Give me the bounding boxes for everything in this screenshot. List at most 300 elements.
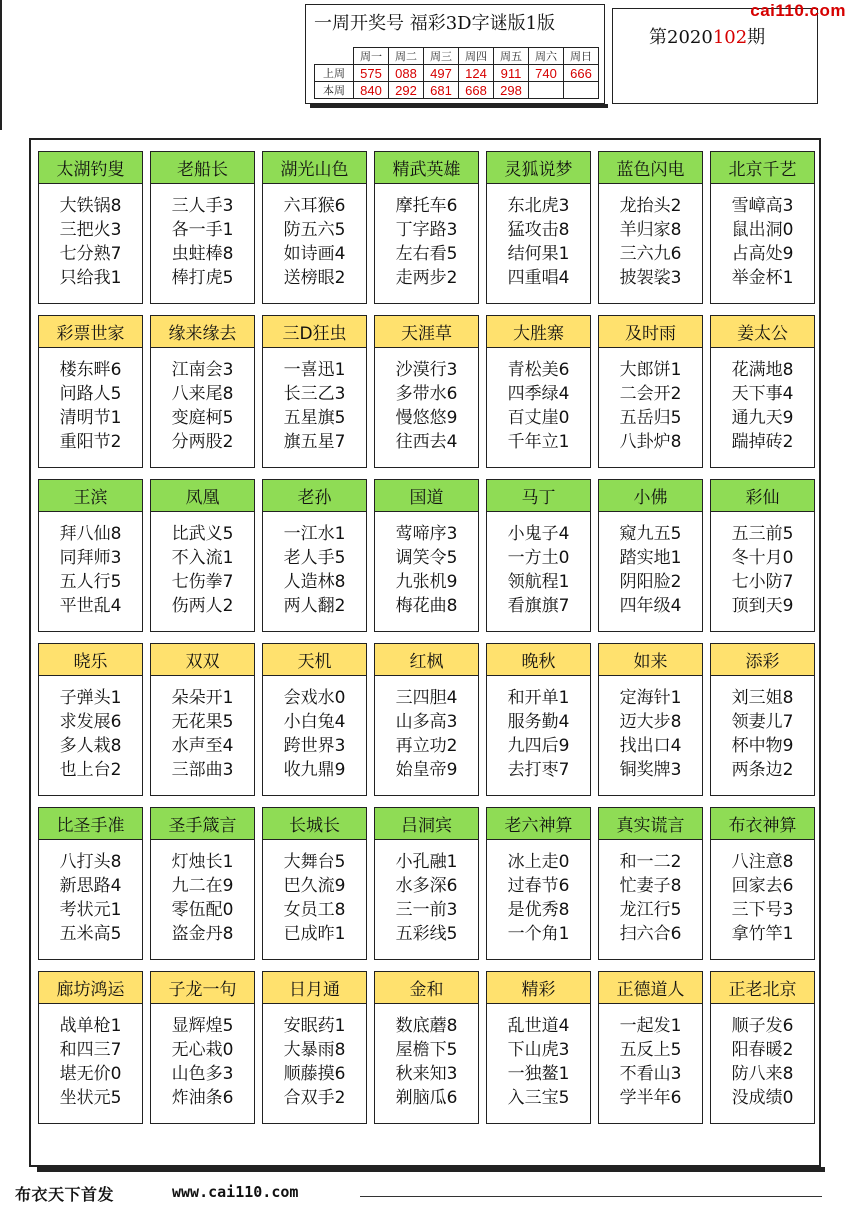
riddle-line: 八来尾8 <box>171 384 234 404</box>
card-author: 子龙一句 <box>151 972 254 1004</box>
riddle-line: 江南会3 <box>171 360 234 380</box>
riddle-line: 一喜迅1 <box>283 360 346 380</box>
riddle-line: 山色多3 <box>171 1064 234 1084</box>
footer-url: www.cai110.com <box>172 1183 299 1201</box>
riddle-card <box>38 479 143 632</box>
riddle-line: 平世乱4 <box>59 596 122 616</box>
riddle-grid <box>38 151 815 1124</box>
riddle-line: 占高处9 <box>731 244 794 264</box>
riddle-line: 子弹头1 <box>59 688 122 708</box>
card-author: 老六神算 <box>487 808 590 840</box>
riddle-line: 再立功2 <box>395 736 458 756</box>
riddle-card <box>598 807 703 960</box>
card-body <box>151 840 254 946</box>
riddle-line: 九张机9 <box>395 572 458 592</box>
riddle-line: 五彩线5 <box>395 924 458 944</box>
riddle-card <box>38 971 143 1124</box>
riddle-line: 铜奖牌3 <box>619 760 682 780</box>
card-author: 如来 <box>599 644 702 676</box>
card-author: 及时雨 <box>599 316 702 348</box>
card-author: 王滨 <box>39 480 142 512</box>
riddle-line: 五岳归5 <box>619 408 682 428</box>
riddle-line: 雪嶂高3 <box>731 196 794 216</box>
riddle-line: 杯中物9 <box>731 736 794 756</box>
footer-divider <box>360 1196 822 1197</box>
card-body <box>151 512 254 618</box>
riddle-line: 也上台2 <box>59 760 122 780</box>
riddle-line: 往西去4 <box>395 432 458 452</box>
card-body <box>711 348 814 454</box>
riddle-line: 羊归家8 <box>619 220 682 240</box>
card-body <box>711 512 814 618</box>
draw-table <box>314 47 599 99</box>
riddle-line: 摩托车6 <box>395 196 458 216</box>
card-body <box>711 676 814 782</box>
riddle-line: 领航程1 <box>507 572 570 592</box>
riddle-card <box>262 151 367 304</box>
riddle-line: 找出口4 <box>619 736 682 756</box>
riddle-line: 冬十月0 <box>731 548 794 568</box>
draw-number: 740 <box>529 65 564 82</box>
card-body <box>711 1004 814 1110</box>
riddle-line: 楼东畔6 <box>59 360 122 380</box>
card-body <box>151 1004 254 1110</box>
riddle-line: 阳春暖2 <box>731 1040 794 1060</box>
riddle-line: 猛攻击8 <box>507 220 570 240</box>
riddle-frame <box>29 138 821 1167</box>
riddle-card <box>374 971 479 1124</box>
riddle-line: 人造林8 <box>283 572 346 592</box>
riddle-line: 不看山3 <box>619 1064 682 1084</box>
card-author: 湖光山色 <box>263 152 366 184</box>
riddle-line: 拿竹竿1 <box>731 924 794 944</box>
riddle-line: 回家去6 <box>731 876 794 896</box>
riddle-line: 五反上5 <box>619 1040 682 1060</box>
card-body <box>711 840 814 946</box>
riddle-line: 龙江行5 <box>619 900 682 920</box>
card-author: 圣手箴言 <box>151 808 254 840</box>
card-body <box>599 1004 702 1110</box>
card-body <box>487 840 590 946</box>
riddle-line: 拜八仙8 <box>59 524 122 544</box>
weekday-row <box>315 48 599 65</box>
draw-number: 840 <box>354 82 389 99</box>
riddle-line: 六耳猴6 <box>283 196 346 216</box>
riddle-card <box>374 479 479 632</box>
riddle-line: 送榜眼2 <box>283 268 346 288</box>
card-body <box>375 840 478 946</box>
card-body <box>151 348 254 454</box>
riddle-line: 三人手3 <box>171 196 234 216</box>
riddle-line: 如诗画4 <box>283 244 346 264</box>
issue-prefix: 第2020 <box>649 27 713 48</box>
card-author: 蓝色闪电 <box>599 152 702 184</box>
riddle-card <box>486 151 591 304</box>
riddle-card <box>150 315 255 468</box>
riddle-line: 老人手5 <box>283 548 346 568</box>
weekday-cell: 周六 <box>529 48 564 65</box>
draw-number <box>529 82 564 99</box>
card-author: 廊坊鸿运 <box>39 972 142 1004</box>
card-author: 晚秋 <box>487 644 590 676</box>
riddle-line: 天下事4 <box>731 384 794 404</box>
card-author: 老船长 <box>151 152 254 184</box>
riddle-card <box>262 807 367 960</box>
card-body <box>487 348 590 454</box>
card-author: 国道 <box>375 480 478 512</box>
riddle-line: 和开单1 <box>507 688 570 708</box>
riddle-line: 去打枣7 <box>507 760 570 780</box>
issue-highlight: 102 <box>712 27 748 48</box>
riddle-line: 三下号3 <box>731 900 794 920</box>
riddle-line: 小白兔4 <box>283 712 346 732</box>
card-body <box>39 512 142 618</box>
card-body <box>375 512 478 618</box>
riddle-line: 无花果5 <box>171 712 234 732</box>
riddle-line: 旗五星7 <box>283 432 346 452</box>
riddle-line: 四季绿4 <box>507 384 570 404</box>
riddle-line: 学半年6 <box>619 1088 682 1108</box>
riddle-line: 刘三姐8 <box>731 688 794 708</box>
riddle-line: 多带水6 <box>395 384 458 404</box>
card-author: 姜太公 <box>711 316 814 348</box>
riddle-line: 青松美6 <box>507 360 570 380</box>
riddle-line: 跨世界3 <box>283 736 346 756</box>
riddle-line: 三把火3 <box>59 220 122 240</box>
riddle-line: 踹掉砖2 <box>731 432 794 452</box>
riddle-line: 七伤拳7 <box>171 572 234 592</box>
riddle-line: 水声至4 <box>171 736 234 756</box>
riddle-line: 收九鼎9 <box>283 760 346 780</box>
riddle-card <box>150 643 255 796</box>
card-body <box>263 676 366 782</box>
riddle-line: 七分熟7 <box>59 244 122 264</box>
riddle-line: 慢悠悠9 <box>395 408 458 428</box>
riddle-line: 是优秀8 <box>507 900 570 920</box>
riddle-card <box>710 971 815 1124</box>
riddle-line: 重阳节2 <box>59 432 122 452</box>
card-body <box>375 676 478 782</box>
riddle-line: 过春节6 <box>507 876 570 896</box>
riddle-line: 显辉煌5 <box>171 1016 234 1036</box>
card-author: 日月通 <box>263 972 366 1004</box>
card-body <box>487 1004 590 1110</box>
riddle-line: 调笑令5 <box>395 548 458 568</box>
card-author: 大胜寨 <box>487 316 590 348</box>
riddle-line: 百丈崖0 <box>507 408 570 428</box>
riddle-line: 长三乙3 <box>283 384 346 404</box>
riddle-card <box>38 151 143 304</box>
riddle-line: 东北虎3 <box>507 196 570 216</box>
riddle-line: 花满地8 <box>731 360 794 380</box>
card-body <box>599 512 702 618</box>
footer-brand: 布衣天下首发 <box>15 1185 115 1204</box>
draw-number: 911 <box>494 65 529 82</box>
card-body <box>487 184 590 290</box>
card-body <box>487 512 590 618</box>
riddle-line: 多人栽8 <box>59 736 122 756</box>
riddle-line: 八打头8 <box>59 852 122 872</box>
card-author: 正老北京 <box>711 972 814 1004</box>
draw-number: 298 <box>494 82 529 99</box>
weekday-cell: 周五 <box>494 48 529 65</box>
riddle-card <box>486 315 591 468</box>
riddle-line: 女员工8 <box>283 900 346 920</box>
row-label: 上周 <box>315 65 354 82</box>
riddle-card <box>38 643 143 796</box>
riddle-line: 水多深6 <box>395 876 458 896</box>
card-author: 彩仙 <box>711 480 814 512</box>
riddle-card <box>374 643 479 796</box>
riddle-line: 莺啼序3 <box>395 524 458 544</box>
riddle-line: 披袈裟3 <box>619 268 682 288</box>
riddle-line: 鼠出洞0 <box>731 220 794 240</box>
riddle-card <box>486 479 591 632</box>
card-author: 天机 <box>263 644 366 676</box>
corner-cell <box>315 48 354 65</box>
riddle-line: 走两步2 <box>395 268 458 288</box>
row-label: 本周 <box>315 82 354 99</box>
riddle-line: 顺子发6 <box>731 1016 794 1036</box>
card-author: 精武英雄 <box>375 152 478 184</box>
riddle-line: 新思路4 <box>59 876 122 896</box>
riddle-card <box>710 479 815 632</box>
this-week-row <box>315 82 599 99</box>
left-edge-rule <box>0 0 2 130</box>
riddle-line: 防八来8 <box>731 1064 794 1084</box>
card-author: 布衣神算 <box>711 808 814 840</box>
card-body <box>39 1004 142 1110</box>
riddle-line: 举金杯1 <box>731 268 794 288</box>
draw-number: 124 <box>459 65 494 82</box>
card-author: 金和 <box>375 972 478 1004</box>
riddle-line: 入三宝5 <box>507 1088 570 1108</box>
card-author: 真实谎言 <box>599 808 702 840</box>
riddle-card <box>710 643 815 796</box>
riddle-line: 梅花曲8 <box>395 596 458 616</box>
card-author: 比圣手准 <box>39 808 142 840</box>
riddle-line: 三一前3 <box>395 900 458 920</box>
riddle-card <box>262 315 367 468</box>
riddle-line: 伤两人2 <box>171 596 234 616</box>
riddle-line: 堪无价0 <box>59 1064 122 1084</box>
riddle-line: 各一手1 <box>171 220 234 240</box>
riddle-line: 变庭柯5 <box>171 408 234 428</box>
card-body <box>375 184 478 290</box>
riddle-line: 龙抬头2 <box>619 196 682 216</box>
card-author: 北京千艺 <box>711 152 814 184</box>
card-author: 天涯草 <box>375 316 478 348</box>
draw-number: 668 <box>459 82 494 99</box>
riddle-line: 数底蘑8 <box>395 1016 458 1036</box>
draw-number: 497 <box>424 65 459 82</box>
riddle-line: 顶到天9 <box>731 596 794 616</box>
riddle-line: 棒打虎5 <box>171 268 234 288</box>
riddle-card <box>150 807 255 960</box>
riddle-card <box>38 807 143 960</box>
riddle-line: 忙妻子8 <box>619 876 682 896</box>
riddle-card <box>598 479 703 632</box>
draw-number: 666 <box>564 65 599 82</box>
riddle-line: 五三前5 <box>731 524 794 544</box>
riddle-card <box>710 315 815 468</box>
card-author: 晓乐 <box>39 644 142 676</box>
card-body <box>263 512 366 618</box>
card-author: 彩票世家 <box>39 316 142 348</box>
riddle-line: 两人翻2 <box>283 596 346 616</box>
panel-title: 一周开奖号 福彩3D字谜版1版 <box>314 13 556 34</box>
riddle-card <box>262 479 367 632</box>
issue-suffix: 期 <box>747 27 766 48</box>
weekday-cell: 周一 <box>354 48 389 65</box>
card-author: 吕洞宾 <box>375 808 478 840</box>
riddle-line: 九四后9 <box>507 736 570 756</box>
weekday-cell: 周三 <box>424 48 459 65</box>
card-author: 双双 <box>151 644 254 676</box>
card-author: 灵狐说梦 <box>487 152 590 184</box>
riddle-line: 大暴雨8 <box>283 1040 346 1060</box>
riddle-line: 安眠药1 <box>283 1016 346 1036</box>
riddle-line: 定海针1 <box>619 688 682 708</box>
riddle-card <box>486 971 591 1124</box>
weekday-cell: 周日 <box>564 48 599 65</box>
card-body <box>599 184 702 290</box>
card-author: 小佛 <box>599 480 702 512</box>
draw-number <box>564 82 599 99</box>
riddle-card <box>374 151 479 304</box>
riddle-line: 巴久流9 <box>283 876 346 896</box>
riddle-line: 合双手2 <box>283 1088 346 1108</box>
site-watermark: cai110.com <box>750 1 846 20</box>
riddle-card <box>374 807 479 960</box>
riddle-line: 同拜师3 <box>59 548 122 568</box>
riddle-line: 和四三7 <box>59 1040 122 1060</box>
riddle-line: 无心栽0 <box>171 1040 234 1060</box>
riddle-line: 和一二2 <box>619 852 682 872</box>
riddle-line: 领妻儿7 <box>731 712 794 732</box>
riddle-line: 问路人5 <box>59 384 122 404</box>
riddle-line: 不入流1 <box>171 548 234 568</box>
riddle-line: 剃脑瓜6 <box>395 1088 458 1108</box>
riddle-line: 踏实地1 <box>619 548 682 568</box>
card-author: 缘来缘去 <box>151 316 254 348</box>
card-body <box>39 184 142 290</box>
riddle-line: 看旗旗7 <box>507 596 570 616</box>
riddle-line: 千年立1 <box>507 432 570 452</box>
riddle-card <box>710 151 815 304</box>
weekly-draw-panel <box>305 4 605 104</box>
riddle-line: 清明节1 <box>59 408 122 428</box>
riddle-line: 沙漠行3 <box>395 360 458 380</box>
riddle-line: 山多高3 <box>395 712 458 732</box>
riddle-card <box>486 643 591 796</box>
riddle-line: 迈大步8 <box>619 712 682 732</box>
riddle-line: 已成昨1 <box>283 924 346 944</box>
riddle-line: 盗金丹8 <box>171 924 234 944</box>
card-author: 凤凰 <box>151 480 254 512</box>
riddle-line: 零伍配0 <box>171 900 234 920</box>
riddle-line: 分两股2 <box>171 432 234 452</box>
card-author: 马丁 <box>487 480 590 512</box>
card-body <box>375 1004 478 1110</box>
riddle-line: 四年级4 <box>619 596 682 616</box>
riddle-line: 一方土0 <box>507 548 570 568</box>
riddle-line: 八注意8 <box>731 852 794 872</box>
card-body <box>151 184 254 290</box>
riddle-line: 考状元1 <box>59 900 122 920</box>
riddle-line: 下山虎3 <box>507 1040 570 1060</box>
card-body <box>599 676 702 782</box>
riddle-line: 服务勤4 <box>507 712 570 732</box>
weekday-cell: 周四 <box>459 48 494 65</box>
riddle-line: 防五六5 <box>283 220 346 240</box>
card-body <box>263 840 366 946</box>
riddle-line: 三部曲3 <box>171 760 234 780</box>
draw-number: 575 <box>354 65 389 82</box>
riddle-line: 一起发1 <box>619 1016 682 1036</box>
riddle-line: 九二在9 <box>171 876 234 896</box>
card-author: 添彩 <box>711 644 814 676</box>
card-body <box>151 676 254 782</box>
riddle-line: 四重唱4 <box>507 268 570 288</box>
card-body <box>263 184 366 290</box>
riddle-line: 窥九五5 <box>619 524 682 544</box>
riddle-card <box>38 315 143 468</box>
riddle-line: 五星旗5 <box>283 408 346 428</box>
riddle-card <box>374 315 479 468</box>
riddle-card <box>150 971 255 1124</box>
riddle-line: 大铁锅8 <box>59 196 122 216</box>
riddle-line: 大舞台5 <box>283 852 346 872</box>
riddle-card <box>486 807 591 960</box>
card-author: 长城长 <box>263 808 366 840</box>
card-author: 老孙 <box>263 480 366 512</box>
riddle-line: 三六九6 <box>619 244 682 264</box>
card-author: 三D狂虫 <box>263 316 366 348</box>
draw-number: 292 <box>389 82 424 99</box>
card-body <box>263 1004 366 1110</box>
riddle-line: 丁字路3 <box>395 220 458 240</box>
riddle-card <box>598 643 703 796</box>
riddle-line: 比武义5 <box>171 524 234 544</box>
card-body <box>599 348 702 454</box>
riddle-line: 左右看5 <box>395 244 458 264</box>
weekday-cell: 周二 <box>389 48 424 65</box>
riddle-line: 会戏水0 <box>283 688 346 708</box>
card-body <box>263 348 366 454</box>
issue-panel <box>612 8 818 104</box>
card-body <box>711 184 814 290</box>
riddle-line: 虫蛀棒8 <box>171 244 234 264</box>
riddle-card <box>710 807 815 960</box>
riddle-line: 一独鳌1 <box>507 1064 570 1084</box>
riddle-card <box>150 151 255 304</box>
riddle-line: 大郎饼1 <box>619 360 682 380</box>
riddle-line: 五米高5 <box>59 924 122 944</box>
riddle-line: 始皇帝9 <box>395 760 458 780</box>
riddle-line: 炸油条6 <box>171 1088 234 1108</box>
riddle-card <box>598 315 703 468</box>
riddle-line: 通九天9 <box>731 408 794 428</box>
card-author: 正德道人 <box>599 972 702 1004</box>
card-author: 精彩 <box>487 972 590 1004</box>
riddle-card <box>598 971 703 1124</box>
card-body <box>39 348 142 454</box>
riddle-line: 阴阳脸2 <box>619 572 682 592</box>
riddle-line: 乱世道4 <box>507 1016 570 1036</box>
riddle-line: 没成绩0 <box>731 1088 794 1108</box>
riddle-card <box>150 479 255 632</box>
